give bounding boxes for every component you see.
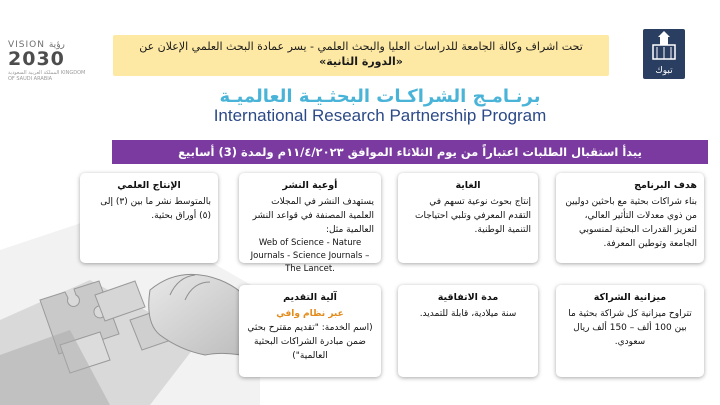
card-text: بناء شراكات بحثية مع باحثين دوليين من ذوي معدلات التأثير العالي، لتعزيز القدرات البحثية لمنسوبي الجامعة وتوطين المعرفة. — [565, 197, 697, 249]
vision-2030-logo — [8, 40, 93, 80]
card-text: بالمتوسط نشر ما بين (٣) إلى (٥) أوراق بحثية. — [100, 197, 211, 221]
card-text: (اسم الخدمة: "تقديم مقترح بحثي ضمن مبادرة الشراكات البحثية العالمية") — [247, 323, 373, 361]
application-date-strip: يبدأ استقبال الطلبات اعتباراً من يوم الثلاثاء الموافق ١١/٤/٢٠٢٣م ولمدة (3) أسابيع — [112, 140, 708, 164]
card-title: ميزانية الشراكة — [593, 292, 667, 303]
card-text: تتراوح ميزانية كل شراكة بحثية ما بين 100 ألف – 150 ألف ريال سعودي. — [568, 309, 692, 347]
card-application-mechanism — [239, 285, 381, 377]
card-title: أوعية النشر — [282, 180, 338, 191]
vision-label: VISION رؤية — [8, 40, 65, 50]
card-title: آلية التقديم — [283, 292, 337, 303]
card-text: إنتاج بحوث نوعية تسهم في التقدم المعرفي وتلبي احتياجات التنمية الوطنية. — [414, 197, 531, 235]
card-title: هدف البرنامج — [634, 180, 697, 191]
card-title: الإنتاج العلمي — [117, 180, 181, 191]
vision-year: 2030 — [8, 48, 65, 70]
program-title-english: International Research Partnership Program — [213, 106, 547, 125]
card-title: الغاية — [455, 180, 481, 191]
card-purpose — [398, 173, 538, 263]
university-name: تبوك — [655, 66, 673, 76]
program-title-arabic: برنـامـج الشراكـات البحثـيـة العالميـة — [219, 86, 541, 107]
card-journals: Web of Science - Nature Journals - Science Journals –The Lancet. — [250, 238, 370, 274]
card-scientific-output — [80, 173, 218, 263]
vision-subtitle: المملكة العربية السعودية KINGDOM OF SAUDI ARABIA — [8, 70, 86, 82]
card-text: سنة ميلادية، قابلة للتمديد. — [419, 309, 517, 319]
card-partnership-budget — [556, 285, 704, 377]
banner-round: «الدورة الثانية» — [319, 55, 403, 68]
card-agreement-duration — [398, 285, 538, 377]
card-highlight: عبر نظام وافي — [276, 309, 344, 319]
banner-line1: تحت اشراف وكالة الجامعة للدراسات العليا والبحث العلمي - يسر عمادة البحث العلمي الإعلان عن — [139, 40, 583, 53]
card-publication-venues — [239, 173, 381, 274]
card-text: يستهدف النشر في المجلات العلمية المصنفة في قواعد النشر العالمية مثل: — [252, 197, 374, 235]
university-logo — [643, 29, 685, 79]
card-title: مدة الاتفاقية — [437, 292, 499, 303]
card-program-goal — [556, 173, 704, 263]
announcement-banner — [113, 35, 609, 76]
